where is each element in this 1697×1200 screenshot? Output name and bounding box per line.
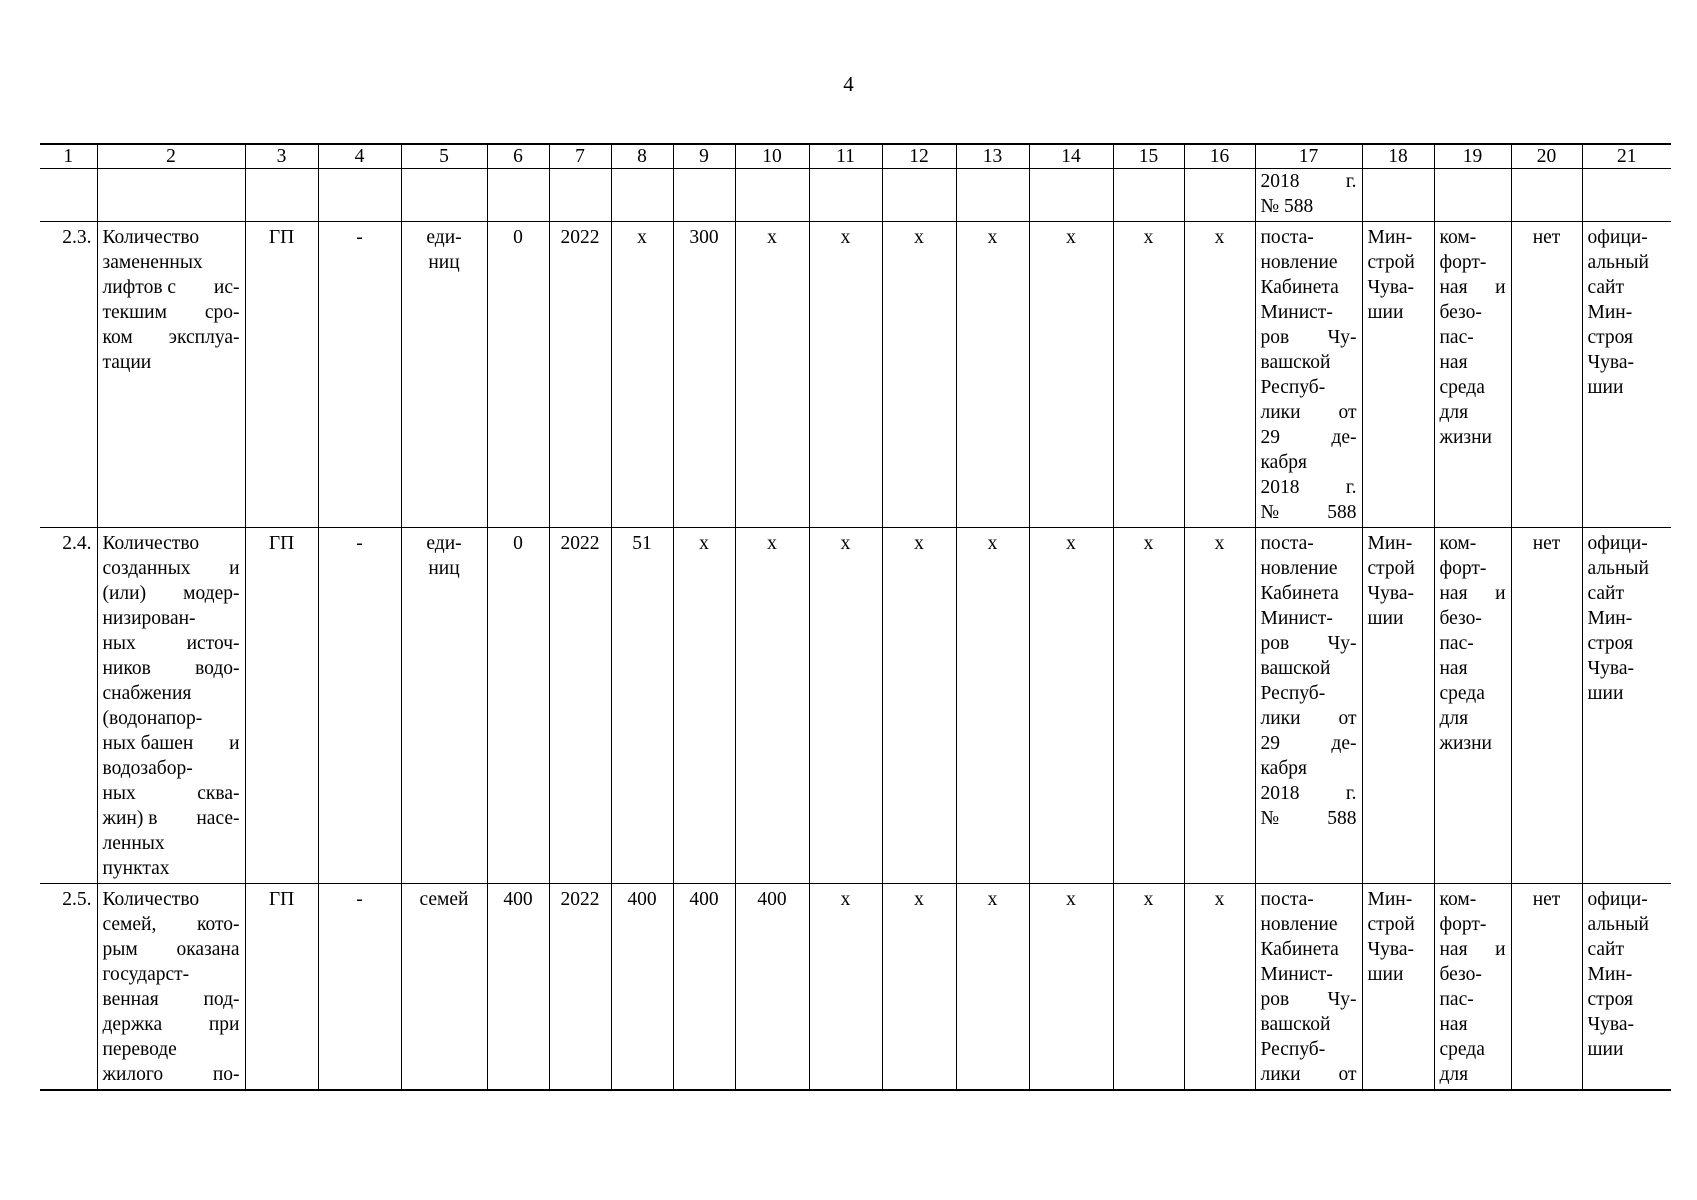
indicator-type: ГП — [245, 884, 318, 1091]
indicators-table — [40, 143, 1671, 1091]
legal-document-line: вашской — [1260, 352, 1331, 373]
responsible-body-line: Мин- — [1367, 227, 1413, 248]
cont-cell — [1113, 169, 1184, 222]
value-c15: х — [1113, 528, 1184, 884]
unit-line: еди- — [426, 533, 462, 554]
national-project-line: ная и — [1439, 939, 1506, 960]
cont-cell — [1511, 169, 1582, 222]
indicator-name-line: рым оказана — [102, 939, 240, 960]
cont-cell — [40, 169, 97, 222]
cont-cell — [97, 169, 245, 222]
indicator-name-line: ленных — [102, 833, 165, 854]
national-project-line: ная и — [1439, 277, 1506, 298]
value-c11: х — [809, 222, 882, 528]
column-number: 18 — [1362, 144, 1434, 169]
responsible-body-line: Чува- — [1367, 939, 1415, 960]
column-number: 2 — [97, 144, 245, 169]
national-project-line: пас- — [1439, 633, 1474, 654]
unit-line: ниц — [428, 252, 460, 273]
legal-document-line: ров Чу- — [1260, 633, 1357, 654]
info-source — [1582, 884, 1671, 1091]
legal-document-line: Респуб- — [1260, 377, 1326, 398]
column-number: 7 — [549, 144, 611, 169]
legal-document-line: кабря — [1260, 452, 1307, 473]
info-source-line: Чува- — [1587, 658, 1635, 679]
national-project-line: форт- — [1439, 914, 1487, 935]
legal-document-line: ров Чу- — [1260, 327, 1357, 348]
national-project — [1434, 222, 1511, 528]
national-project-line: среда — [1439, 1039, 1485, 1060]
info-source-line: альный — [1587, 914, 1649, 935]
cont-doc-cell — [1255, 169, 1362, 222]
responsible-body — [1362, 222, 1434, 528]
info-source-line: Мин- — [1587, 964, 1633, 985]
national-project-line: пас- — [1439, 989, 1474, 1010]
national-project — [1434, 528, 1511, 884]
national-project-line: ная — [1439, 352, 1468, 373]
legal-document-line: Минист- — [1260, 302, 1333, 323]
info-source-line: сайт — [1587, 583, 1625, 604]
legal-document-line: Кабинета — [1260, 939, 1339, 960]
indicator-name-line: тации — [102, 352, 152, 373]
responsible-body-line: строй — [1367, 558, 1415, 579]
value-c11: х — [809, 528, 882, 884]
cont-cell — [1434, 169, 1511, 222]
column-number: 13 — [956, 144, 1029, 169]
value-c14: х — [1029, 884, 1113, 1091]
cont-cell — [1582, 169, 1671, 222]
legal-document-line: № 588 — [1260, 808, 1357, 829]
responsible-body-line: Чува- — [1367, 277, 1415, 298]
responsible-body-line: шии — [1367, 608, 1404, 629]
indicator-name-line: созданных и — [102, 558, 240, 579]
indicator-name-line: ников водо- — [102, 658, 240, 679]
legal-document-line: лики от — [1260, 1064, 1357, 1085]
indicator-name-line: Количество — [102, 533, 200, 554]
value-c15: х — [1113, 222, 1184, 528]
column-number: 10 — [735, 144, 809, 169]
value-c10: х — [735, 528, 809, 884]
cont-cell — [809, 169, 882, 222]
value-c6: 400 — [487, 884, 549, 1091]
value-c13: х — [956, 222, 1029, 528]
legal-document-line: ров Чу- — [1260, 989, 1357, 1010]
value-c12: х — [882, 884, 956, 1091]
legal-document-line: лики от — [1260, 402, 1357, 423]
cell-c4: - — [318, 884, 401, 1091]
value-c11: х — [809, 884, 882, 1091]
responsible-body-line: шии — [1367, 302, 1404, 323]
unit-line: семей — [419, 889, 469, 910]
indicator-name-line: ком эксплуа- — [102, 327, 240, 348]
national-project-line: среда — [1439, 683, 1485, 704]
cont-year: 2018 — [1260, 171, 1300, 192]
legal-document-line: Кабинета — [1260, 583, 1339, 604]
indicator-name-line: государст- — [102, 964, 190, 985]
info-source-line: сайт — [1587, 939, 1625, 960]
legal-document-line: 29 де- — [1260, 733, 1357, 754]
indicator-row — [40, 222, 1671, 528]
legal-document-line: вашской — [1260, 658, 1331, 679]
row-number: 2.4. — [40, 528, 97, 884]
value-c15: х — [1113, 884, 1184, 1091]
cont-cell — [611, 169, 673, 222]
indicator-name — [97, 528, 245, 884]
cont-cell — [245, 169, 318, 222]
unit-line: ниц — [428, 558, 460, 579]
legal-document-line: поста- — [1260, 533, 1314, 554]
indicator-name-line: ных башен и — [102, 733, 240, 754]
cell-c4: - — [318, 528, 401, 884]
indicator-name-line: ных источ- — [102, 633, 240, 654]
cont-cell — [1029, 169, 1113, 222]
indicator-name-line: ных сква- — [102, 783, 240, 804]
indicator-name — [97, 884, 245, 1091]
unit — [401, 222, 487, 528]
info-source-line: офици- — [1587, 889, 1648, 910]
value-c6: 0 — [487, 528, 549, 884]
value-c14: х — [1029, 222, 1113, 528]
cont-cell — [549, 169, 611, 222]
legal-document-line: кабря — [1260, 758, 1307, 779]
responsible-body-line: строй — [1367, 914, 1415, 935]
value-c13: х — [956, 884, 1029, 1091]
value-c8: 51 — [611, 528, 673, 884]
info-source-line: Чува- — [1587, 352, 1635, 373]
cont-cell — [1362, 169, 1434, 222]
cont-cell — [1184, 169, 1255, 222]
indicator-name-line: снабжения — [102, 683, 192, 704]
column-number-row — [40, 144, 1671, 169]
legal-document-line: лики от — [1260, 708, 1357, 729]
indicator-name-line: водозабор- — [102, 758, 193, 779]
column-number: 14 — [1029, 144, 1113, 169]
info-source — [1582, 222, 1671, 528]
continuation-row — [40, 169, 1671, 222]
info-source-line: Мин- — [1587, 608, 1633, 629]
page-number: 4 — [843, 72, 854, 96]
national-project-line: форт- — [1439, 558, 1487, 579]
value-c8: х — [611, 222, 673, 528]
responsible-body-line: Мин- — [1367, 533, 1413, 554]
value-c10: 400 — [735, 884, 809, 1091]
cont-year-suffix: г. — [1345, 171, 1357, 192]
column-number: 16 — [1184, 144, 1255, 169]
national-project-line: ком- — [1439, 533, 1477, 554]
responsible-body-line: Мин- — [1367, 889, 1413, 910]
legal-document-line: Респуб- — [1260, 1039, 1326, 1060]
indicator-name-line: (водонапор- — [102, 708, 203, 729]
legal-document-line: вашской — [1260, 1014, 1331, 1035]
national-project-line: ная и — [1439, 583, 1506, 604]
column-number: 12 — [882, 144, 956, 169]
indicator-name-line: замененных — [102, 252, 203, 273]
cont-cell — [673, 169, 735, 222]
legal-document-line: 2018 г. — [1260, 783, 1357, 804]
national-project-line: жизни — [1439, 427, 1492, 448]
value-c12: х — [882, 222, 956, 528]
column-number: 20 — [1511, 144, 1582, 169]
column-number: 1 — [40, 144, 97, 169]
national-project-line: безо- — [1439, 964, 1482, 985]
info-source-line: строя — [1587, 989, 1634, 1010]
info-source-line: офици- — [1587, 227, 1648, 248]
legal-document-line: Кабинета — [1260, 277, 1339, 298]
cont-cell — [487, 169, 549, 222]
unit — [401, 884, 487, 1091]
indicator-name-line: Количество — [102, 889, 200, 910]
national-project-line: форт- — [1439, 252, 1487, 273]
legal-document-line: Минист- — [1260, 608, 1333, 629]
column-number: 11 — [809, 144, 882, 169]
unit — [401, 528, 487, 884]
legal-document-line: Респуб- — [1260, 683, 1326, 704]
indicator-name-line: текшим сро- — [102, 302, 240, 323]
column-number: 19 — [1434, 144, 1511, 169]
indicator-row — [40, 884, 1671, 1091]
national-project-line: пас- — [1439, 327, 1474, 348]
responsible-body-line: строй — [1367, 252, 1415, 273]
indicator-name-line: низирован- — [102, 608, 196, 629]
national-project-line: безо- — [1439, 608, 1482, 629]
value-c20: нет — [1511, 884, 1582, 1091]
legal-document-line: поста- — [1260, 227, 1314, 248]
value-c20: нет — [1511, 528, 1582, 884]
cont-doc-number: № 588 — [1260, 196, 1314, 217]
responsible-body — [1362, 884, 1434, 1091]
value-c8: 400 — [611, 884, 673, 1091]
column-number: 3 — [245, 144, 318, 169]
column-number: 15 — [1113, 144, 1184, 169]
indicator-name-line: переводе — [102, 1039, 177, 1060]
info-source-line: Мин- — [1587, 302, 1633, 323]
info-source-line: альный — [1587, 252, 1649, 273]
indicator-name — [97, 222, 245, 528]
value-c16: х — [1184, 222, 1255, 528]
national-project-line: для — [1439, 402, 1469, 423]
national-project — [1434, 884, 1511, 1091]
value-c6: 0 — [487, 222, 549, 528]
legal-document-line: новление — [1260, 914, 1338, 935]
column-number: 4 — [318, 144, 401, 169]
indicator-type: ГП — [245, 222, 318, 528]
column-number: 5 — [401, 144, 487, 169]
legal-document-line: поста- — [1260, 889, 1314, 910]
column-number: 8 — [611, 144, 673, 169]
legal-document-line: новление — [1260, 558, 1338, 579]
column-number: 17 — [1255, 144, 1362, 169]
value-c16: х — [1184, 884, 1255, 1091]
info-source-line: шии — [1587, 1039, 1624, 1060]
info-source-line: альный — [1587, 558, 1649, 579]
indicator-name-line: жин) в насе- — [102, 808, 240, 829]
legal-document-line: Минист- — [1260, 964, 1333, 985]
column-number: 6 — [487, 144, 549, 169]
legal-document-line: 29 де- — [1260, 427, 1357, 448]
cell-c4: - — [318, 222, 401, 528]
indicator-name-line: Количество — [102, 227, 200, 248]
indicator-name-line: семей, кото- — [102, 914, 240, 935]
value-c9: 300 — [673, 222, 735, 528]
national-project-line: ная — [1439, 658, 1468, 679]
national-project-line: для — [1439, 708, 1469, 729]
info-source-line: Чува- — [1587, 1014, 1635, 1035]
value-c16: х — [1184, 528, 1255, 884]
cont-cell — [735, 169, 809, 222]
info-source-line: шии — [1587, 683, 1624, 704]
indicator-name-line: жилого по- — [102, 1064, 240, 1085]
indicator-name-line: (или) модер- — [102, 583, 240, 604]
responsible-body-line: шии — [1367, 964, 1404, 985]
value-c7: 2022 — [549, 884, 611, 1091]
cont-cell — [882, 169, 956, 222]
indicator-name-line: держка при — [102, 1014, 240, 1035]
legal-document — [1255, 222, 1362, 528]
indicator-row — [40, 528, 1671, 884]
national-project-line: ная — [1439, 1014, 1468, 1035]
national-project-line: безо- — [1439, 302, 1482, 323]
indicator-name-line: пунктах — [102, 858, 170, 879]
legal-document — [1255, 884, 1362, 1091]
value-c12: х — [882, 528, 956, 884]
value-c20: нет — [1511, 222, 1582, 528]
legal-document — [1255, 528, 1362, 884]
indicator-name-line: лифтов с ис- — [102, 277, 240, 298]
cont-cell — [956, 169, 1029, 222]
responsible-body — [1362, 528, 1434, 884]
value-c7: 2022 — [549, 528, 611, 884]
national-project-line: ком- — [1439, 889, 1477, 910]
indicator-type: ГП — [245, 528, 318, 884]
column-number: 21 — [1582, 144, 1671, 169]
national-project-line: среда — [1439, 377, 1485, 398]
info-source-line: строя — [1587, 633, 1634, 654]
info-source — [1582, 528, 1671, 884]
cont-cell — [401, 169, 487, 222]
indicator-name-line: венная под- — [102, 989, 240, 1010]
responsible-body-line: Чува- — [1367, 583, 1415, 604]
column-number: 9 — [673, 144, 735, 169]
cont-cell — [318, 169, 401, 222]
legal-document-line: № 588 — [1260, 502, 1357, 523]
info-source-line: строя — [1587, 327, 1634, 348]
unit-line: еди- — [426, 227, 462, 248]
info-source-line: сайт — [1587, 277, 1625, 298]
value-c9: х — [673, 528, 735, 884]
national-project-line: ком- — [1439, 227, 1477, 248]
value-c13: х — [956, 528, 1029, 884]
national-project-line: для — [1439, 1064, 1469, 1085]
value-c7: 2022 — [549, 222, 611, 528]
row-number: 2.5. — [40, 884, 97, 1091]
value-c10: х — [735, 222, 809, 528]
legal-document-line: 2018 г. — [1260, 477, 1357, 498]
national-project-line: жизни — [1439, 733, 1492, 754]
info-source-line: шии — [1587, 377, 1624, 398]
value-c9: 400 — [673, 884, 735, 1091]
info-source-line: офици- — [1587, 533, 1648, 554]
legal-document-line: новление — [1260, 252, 1338, 273]
value-c14: х — [1029, 528, 1113, 884]
row-number: 2.3. — [40, 222, 97, 528]
